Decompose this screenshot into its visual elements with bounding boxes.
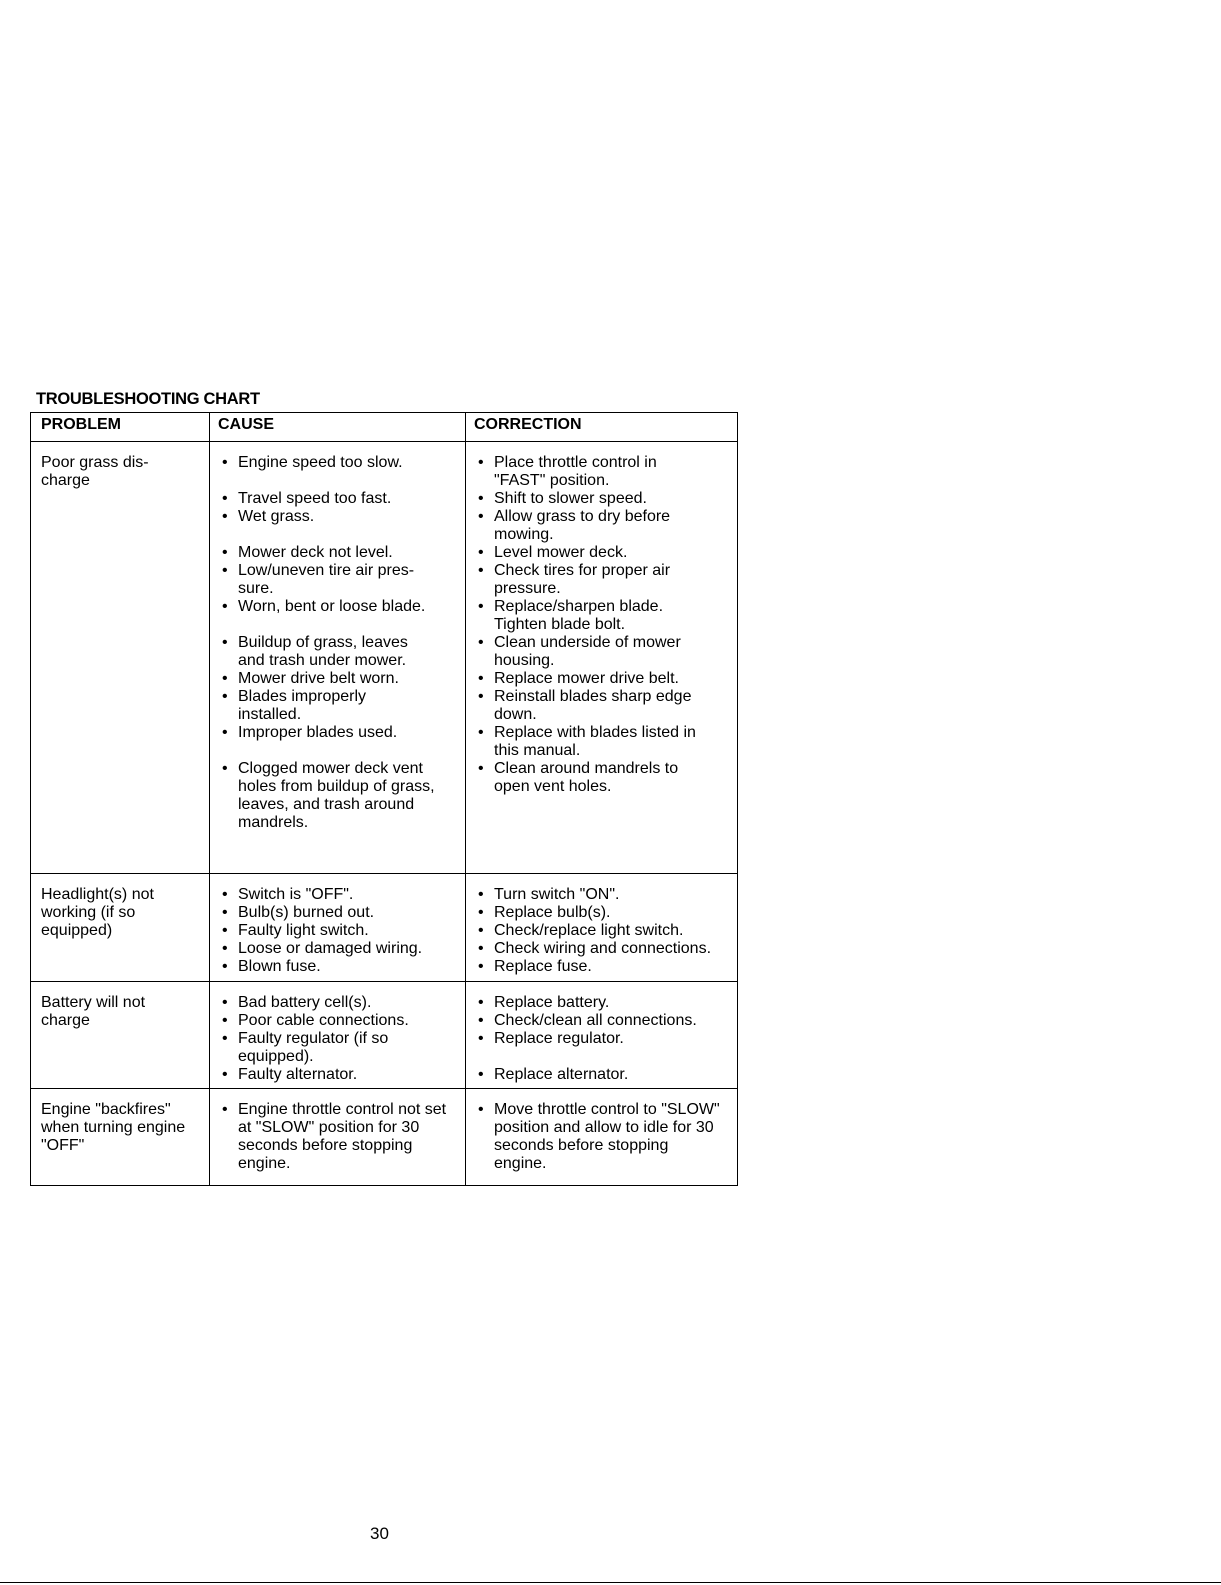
correction-cell <box>465 982 737 1088</box>
list-item: • Check/replace light switch. <box>474 922 733 940</box>
problem-text: Poor grass dis-charge <box>41 454 149 489</box>
table-row <box>31 873 737 981</box>
list-item: • Travel speed too fast. <box>218 490 461 508</box>
list-item: • Low/uneven tire air pres-sure. <box>218 562 418 598</box>
list-item: • Improper blades used. <box>218 724 461 742</box>
bottom-rule <box>0 1582 1221 1583</box>
table-row <box>31 441 737 873</box>
table-row <box>31 1088 737 1185</box>
list-item: • Blades improperly installed. <box>218 688 378 724</box>
list-item: • Replace battery. <box>474 994 733 1012</box>
list-item: • Shift to slower speed. <box>474 490 733 508</box>
list-item: • Level mower deck. <box>474 544 733 562</box>
list-item: • Replace regulator. <box>474 1030 733 1048</box>
correction-cell <box>465 874 737 981</box>
list-item: • Faulty light switch. <box>218 922 461 940</box>
list-item: • Check tires for proper air pressure. <box>474 562 704 598</box>
list-item: • Mower deck not level. <box>218 544 461 562</box>
header-problem: PROBLEM <box>41 416 121 433</box>
list-item: • Move throttle control to "SLOW" position and allow to idle for 30 seconds before stopping engine. <box>474 1101 724 1173</box>
list-item: • Allow grass to dry before mowing. <box>474 508 704 544</box>
list-item: • Clean around mandrels to open vent holes. <box>474 760 704 796</box>
list-item: • Replace alternator. <box>474 1066 733 1084</box>
list-item: • Worn, bent or loose blade. <box>218 598 461 616</box>
list-item: • Bulb(s) burned out. <box>218 904 461 922</box>
list-item: • Engine throttle control not set at "SLOW" position for 30 seconds before stopping engine. <box>218 1101 448 1173</box>
list-item: • Reinstall blades sharp edge down. <box>474 688 724 724</box>
list-item: • Wet grass. <box>218 508 461 526</box>
list-item: • Check/clean all connections. <box>474 1012 733 1030</box>
chart-title: TROUBLESHOOTING CHART <box>36 390 260 408</box>
cause-cell <box>209 1089 465 1185</box>
cause-cell <box>209 442 465 873</box>
list-item: • Bad battery cell(s). <box>218 994 461 1012</box>
problem-cell <box>31 874 209 981</box>
list-item: • Blown fuse. <box>218 958 461 976</box>
list-item: • Replace mower drive belt. <box>474 670 733 688</box>
list-item: • Turn switch "ON". <box>474 886 733 904</box>
correction-cell <box>465 1089 737 1185</box>
cause-cell <box>209 874 465 981</box>
list-item: • Check wiring and connections. <box>474 940 733 958</box>
list-item: • Buildup of grass, leaves and trash under mower. <box>218 634 438 670</box>
list-item: • Clogged mower deck vent holes from buildup of grass, leaves, and trash around mandrels. <box>218 760 453 832</box>
list-item: • Replace bulb(s). <box>474 904 733 922</box>
list-item: • Mower drive belt worn. <box>218 670 461 688</box>
table-row <box>31 981 737 1088</box>
troubleshooting-table <box>30 412 738 1186</box>
problem-text: Engine "backfires" when turning engine "OFF" <box>41 1101 186 1154</box>
list-item: • Engine speed too slow. <box>218 454 461 472</box>
table-header-row <box>31 413 737 441</box>
list-item: • Faulty regulator (if so equipped). <box>218 1030 413 1066</box>
list-item: • Replace with blades listed in this manual. <box>474 724 724 760</box>
problem-text: Headlight(s) not working (if so equipped) <box>41 886 154 939</box>
list-item: • Poor cable connections. <box>218 1012 461 1030</box>
list-item: • Replace/sharpen blade. Tighten blade bolt. <box>474 598 694 634</box>
list-item: • Loose or damaged wiring. <box>218 940 461 958</box>
problem-cell <box>31 442 209 873</box>
list-item: • Faulty alternator. <box>218 1066 461 1084</box>
correction-cell <box>465 442 737 873</box>
problem-cell <box>31 982 209 1088</box>
page-number: 30 <box>370 1524 389 1543</box>
list-item: • Switch is "OFF". <box>218 886 461 904</box>
header-cause: CAUSE <box>209 413 465 441</box>
problem-text: Battery will not charge <box>41 994 146 1029</box>
list-item: • Place throttle control in "FAST" position. <box>474 454 694 490</box>
problem-cell <box>31 1089 209 1185</box>
list-item: • Replace fuse. <box>474 958 733 976</box>
cause-cell <box>209 982 465 1088</box>
list-item: • Clean underside of mower housing. <box>474 634 704 670</box>
header-correction: CORRECTION <box>465 413 737 441</box>
